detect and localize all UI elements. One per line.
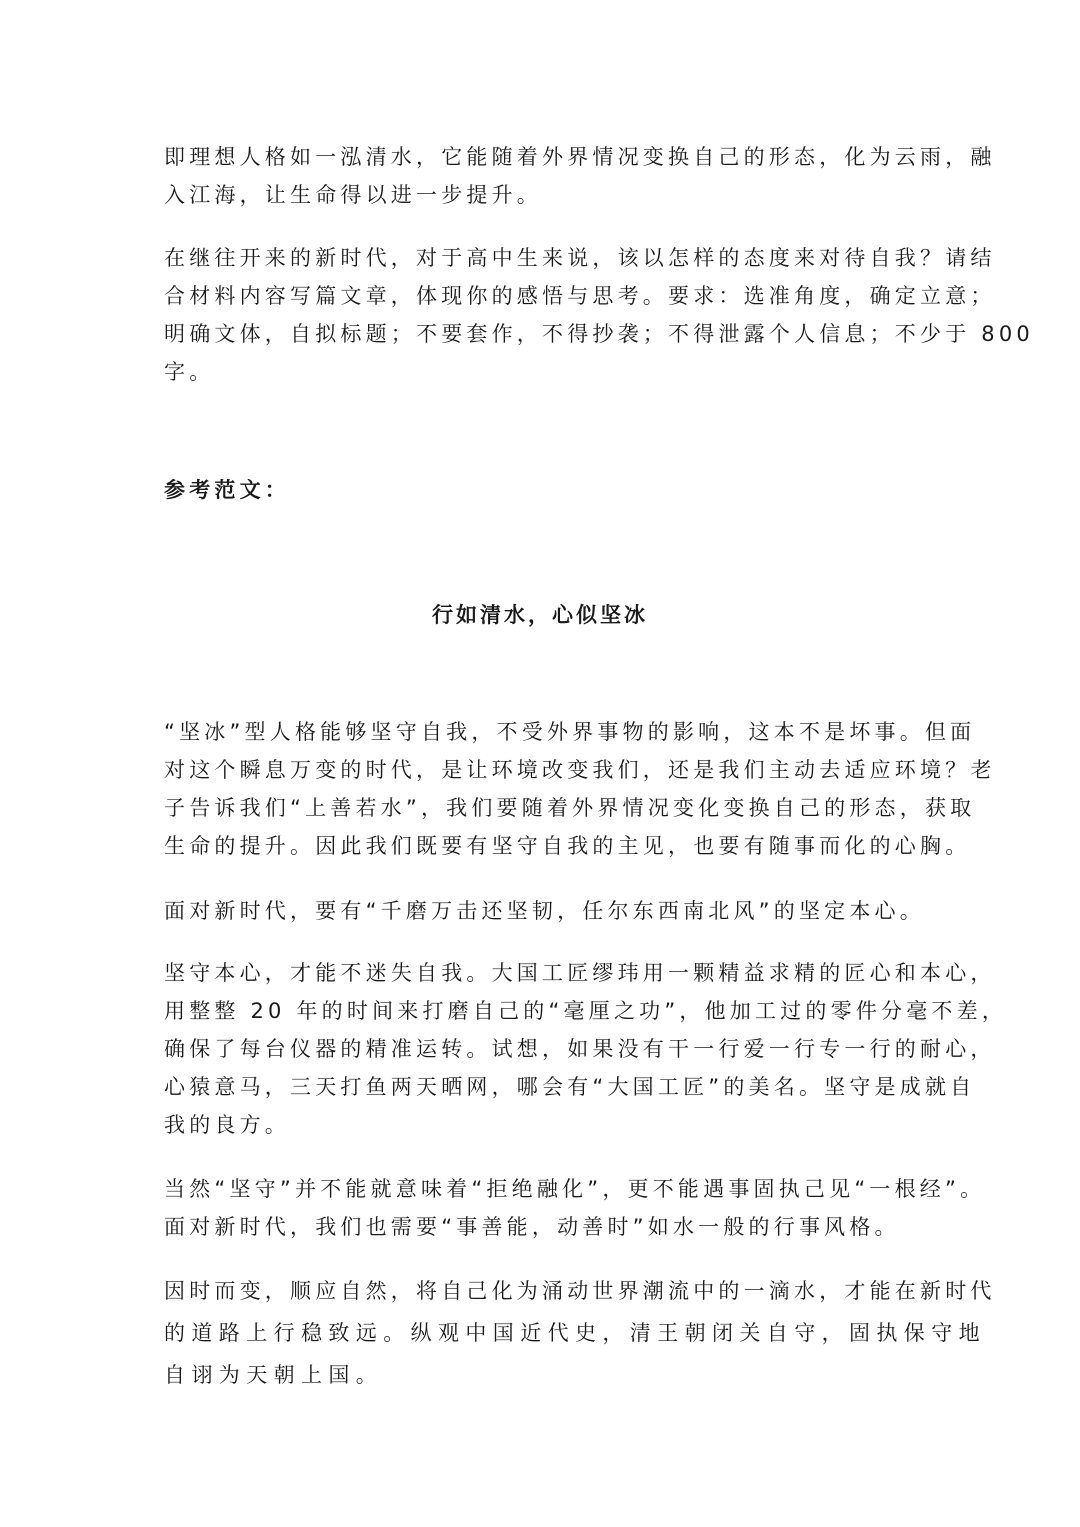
essay-p3-line-2: 用整整 20 年的时间来打磨自己的“毫厘之功”，他加工过的零件分毫不差， xyxy=(164,999,1008,1023)
reference-heading: 参考范文： xyxy=(164,478,290,502)
essay-p1-line-4: 生命的提升。因此我们既要有坚守自我的主见，也要有随事而化的心胸。 xyxy=(164,834,971,858)
essay-p5-line-3: 自诩为天朝上国。 xyxy=(164,1363,384,1387)
essay-p1-line-3: 子告诉我们“上善若水”，我们要随着外界情况变化变换自己的形态，获取 xyxy=(164,796,976,820)
essay-p3-line-1: 坚守本心，才能不迷失自我。大国工匠缪玮用一颗精益求精的匠心和本心， xyxy=(164,961,996,985)
essay-p4-line-2: 面对新时代，我们也需要“事善能，动善时”如水一般的行事风格。 xyxy=(164,1215,900,1239)
intro-p2-line-2: 合材料内容写篇文章，体现你的感悟与思考。要求：选准角度，确定立意； xyxy=(164,284,996,308)
essay-p1-line-2: 对这个瞬息万变的时代，是让环境改变我们，还是我们主动去适应环境？老 xyxy=(164,758,996,782)
essay-p1-line-1: “坚冰”型人格能够坚守自我，不受外界事物的影响，这本不是坏事。但面 xyxy=(164,720,976,744)
essay-p2-line-1: 面对新时代，要有“千磨万击还坚韧，任尔东西南北风”的坚定本心。 xyxy=(164,899,925,923)
intro-p1-line-1: 即理想人格如一泓清水，它能随着外界情况变换自己的形态，化为云雨，融 xyxy=(164,145,996,169)
essay-p3-line-4: 心猿意马，三天打鱼两天晒网，哪会有“大国工匠”的美名。坚守是成就自 xyxy=(164,1075,976,1099)
essay-p3-line-5: 我的良方。 xyxy=(164,1113,290,1137)
intro-p2-line-1: 在继往开来的新时代，对于高中生来说，该以怎样的态度来对待自我？请结 xyxy=(164,246,996,270)
essay-p5-line-2: 的道路上行稳致远。纵观中国近代史，清王朝闭关自守，固执保守地 xyxy=(164,1321,986,1345)
essay-p4-line-1: 当然“坚守”并不能就意味着“拒绝融化”，更不能遇事固执己见“一根经”。 xyxy=(164,1177,986,1201)
intro-p2-line-3: 明确文体，自拟标题；不要套作，不得抄袭；不得泄露个人信息；不少于 800 xyxy=(164,322,1034,346)
intro-p2-line-4: 字。 xyxy=(164,360,215,384)
essay-p5-line-1: 因时而变，顺应自然，将自己化为涌动世界潮流中的一滴水，才能在新时代 xyxy=(164,1279,996,1303)
essay-p3-line-3: 确保了每台仪器的精准运转。试想，如果没有干一行爱一行专一行的耐心， xyxy=(164,1037,996,1061)
essay-title: 行如清水，心似坚冰 xyxy=(432,603,648,627)
intro-p1-line-2: 入江海，让生命得以进一步提升。 xyxy=(164,183,542,207)
